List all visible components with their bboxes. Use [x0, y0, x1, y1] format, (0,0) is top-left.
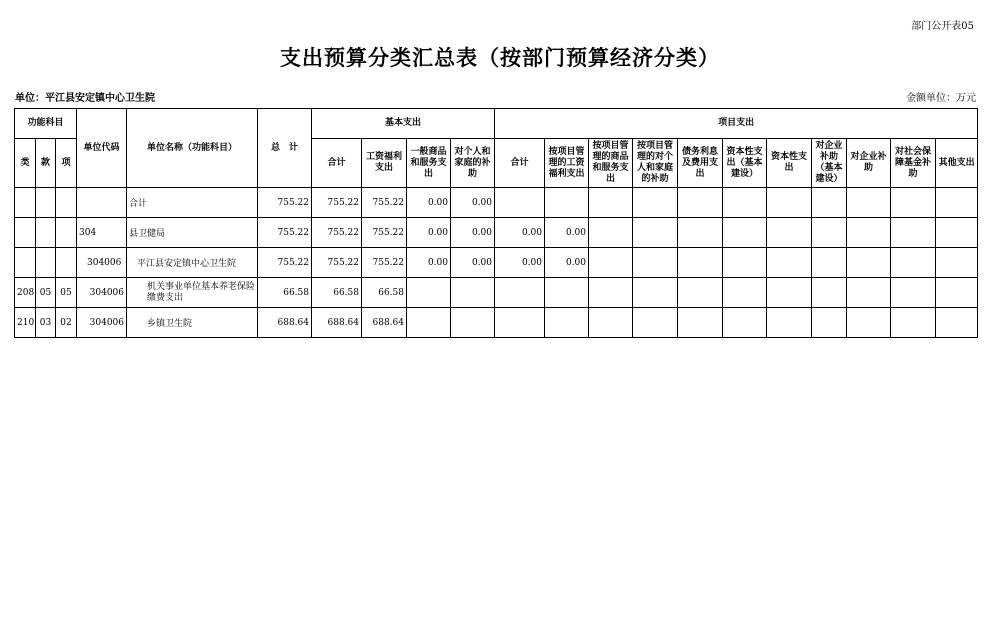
cell-empty — [723, 248, 767, 278]
cell-empty — [678, 278, 723, 308]
cell-basic-total: 755.22 — [312, 188, 362, 218]
cell-project-total — [495, 308, 545, 338]
cell-code: 304006 — [77, 278, 127, 308]
header-kuan: 款 — [36, 139, 56, 188]
cell-empty — [812, 218, 847, 248]
cell-kuan: 03 — [36, 308, 56, 338]
amount-unit: 金额单位：万元 — [906, 93, 976, 104]
header-project-col: 资本性支出 — [767, 139, 812, 188]
header-basic-col: 工资福利支出 — [362, 139, 407, 188]
page-title: 支出预算分类汇总表（按部门预算经济分类） — [280, 45, 720, 70]
cell-empty — [847, 308, 891, 338]
cell-empty — [847, 248, 891, 278]
cell-xiang: 02 — [56, 308, 77, 338]
cell-basic-total: 755.22 — [312, 218, 362, 248]
cell-empty — [678, 248, 723, 278]
cell-xiang — [56, 188, 77, 218]
page-label: 部门公开表05 — [911, 21, 974, 32]
cell-basic-goods: 0.00 — [407, 188, 451, 218]
cell-empty — [589, 188, 633, 218]
cell-empty — [847, 278, 891, 308]
cell-code: 304006 — [77, 248, 127, 278]
cell-project-total — [495, 278, 545, 308]
cell-name: 乡镇卫生院 — [127, 308, 258, 338]
cell-empty — [847, 218, 891, 248]
cell-basic-wage: 66.58 — [362, 278, 407, 308]
cell-basic-personal — [451, 308, 495, 338]
cell-empty — [678, 308, 723, 338]
header-project-col: 其他支出 — [936, 139, 978, 188]
table-row — [15, 278, 978, 308]
cell-empty — [936, 248, 978, 278]
cell-empty — [936, 218, 978, 248]
cell-kuan — [36, 218, 56, 248]
table-row — [15, 308, 978, 338]
cell-basic-total: 66.58 — [312, 278, 362, 308]
cell-basic-personal: 0.00 — [451, 188, 495, 218]
header-project-col: 对企业补助 — [847, 139, 891, 188]
header-total: 总 计 — [258, 109, 312, 188]
cell-empty — [633, 308, 678, 338]
cell-empty — [812, 308, 847, 338]
cell-total: 755.22 — [258, 188, 312, 218]
cell-kuan — [36, 248, 56, 278]
cell-empty — [678, 218, 723, 248]
header-xiang: 项 — [56, 139, 77, 188]
cell-empty — [936, 278, 978, 308]
cell-code — [77, 188, 127, 218]
cell-name: 县卫健局 — [127, 218, 258, 248]
header-unit-code: 单位代码 — [77, 109, 127, 188]
cell-basic-personal — [451, 278, 495, 308]
cell-empty — [936, 188, 978, 218]
cell-total: 66.58 — [258, 278, 312, 308]
cell-empty — [767, 308, 812, 338]
cell-empty — [812, 278, 847, 308]
cell-empty — [812, 248, 847, 278]
cell-basic-goods: 0.00 — [407, 218, 451, 248]
table-row — [15, 188, 978, 218]
cell-basic-wage: 688.64 — [362, 308, 407, 338]
cell-empty — [767, 218, 812, 248]
header-project-col: 按项目管理的对个人和家庭的补助 — [633, 139, 678, 188]
cell-empty — [812, 188, 847, 218]
header-project-col: 对企业补助（基本建设） — [812, 139, 847, 188]
cell-basic-personal: 0.00 — [451, 218, 495, 248]
cell-empty — [767, 188, 812, 218]
cell-empty — [891, 308, 936, 338]
cell-project-wage: 0.00 — [545, 218, 589, 248]
table-row — [15, 218, 978, 248]
cell-empty — [891, 248, 936, 278]
cell-basic-total: 755.22 — [312, 248, 362, 278]
cell-lei: 210 — [15, 308, 36, 338]
cell-kuan: 05 — [36, 278, 56, 308]
cell-empty — [633, 218, 678, 248]
cell-empty — [767, 248, 812, 278]
cell-empty — [633, 278, 678, 308]
header-unit-name: 单位名称（功能科目） — [127, 109, 258, 188]
cell-empty — [723, 308, 767, 338]
cell-xiang: 05 — [56, 278, 77, 308]
cell-empty — [633, 248, 678, 278]
header-project: 项目支出 — [495, 109, 978, 139]
header-lei: 类 — [15, 139, 36, 188]
cell-basic-personal: 0.00 — [451, 248, 495, 278]
cell-basic-wage: 755.22 — [362, 218, 407, 248]
table-row — [15, 248, 978, 278]
cell-project-wage — [545, 308, 589, 338]
header-project-col: 合计 — [495, 139, 545, 188]
cell-project-wage: 0.00 — [545, 248, 589, 278]
cell-empty — [589, 308, 633, 338]
cell-basic-goods: 0.00 — [407, 248, 451, 278]
cell-empty — [589, 218, 633, 248]
cell-lei — [15, 188, 36, 218]
cell-code: 304006 — [77, 308, 127, 338]
cell-total: 688.64 — [258, 308, 312, 338]
cell-empty — [891, 218, 936, 248]
unit-label: 单位：平江县安定镇中心卫生院 — [15, 93, 155, 104]
cell-empty — [891, 188, 936, 218]
cell-total: 755.22 — [258, 218, 312, 248]
budget-table — [14, 108, 978, 338]
cell-empty — [589, 278, 633, 308]
cell-basic-goods — [407, 308, 451, 338]
header-basic-col: 合计 — [312, 139, 362, 188]
cell-empty — [678, 188, 723, 218]
cell-xiang — [56, 248, 77, 278]
cell-empty — [767, 278, 812, 308]
cell-lei — [15, 218, 36, 248]
cell-basic-total: 688.64 — [312, 308, 362, 338]
cell-xiang — [56, 218, 77, 248]
cell-project-total: 0.00 — [495, 248, 545, 278]
cell-project-wage — [545, 278, 589, 308]
cell-name: 合计 — [127, 188, 258, 218]
header-basic: 基本支出 — [312, 109, 495, 139]
header-func-subject: 功能科目 — [15, 109, 77, 139]
cell-project-total — [495, 188, 545, 218]
cell-empty — [847, 188, 891, 218]
header-project-col: 对社会保障基金补助 — [891, 139, 936, 188]
cell-empty — [723, 188, 767, 218]
cell-kuan — [36, 188, 56, 218]
cell-empty — [589, 248, 633, 278]
cell-empty — [723, 278, 767, 308]
cell-empty — [723, 218, 767, 248]
cell-project-total: 0.00 — [495, 218, 545, 248]
header-basic-col: 一般商品和服务支出 — [407, 139, 451, 188]
cell-name: 平江县安定镇中心卫生院 — [127, 248, 258, 278]
cell-project-wage — [545, 188, 589, 218]
cell-empty — [633, 188, 678, 218]
header-basic-col: 对个人和家庭的补助 — [451, 139, 495, 188]
cell-name: 机关事业单位基本养老保险缴费支出 — [127, 278, 258, 308]
cell-lei: 208 — [15, 278, 36, 308]
cell-basic-wage: 755.22 — [362, 188, 407, 218]
cell-basic-wage: 755.22 — [362, 248, 407, 278]
cell-basic-goods — [407, 278, 451, 308]
cell-lei — [15, 248, 36, 278]
cell-empty — [891, 278, 936, 308]
cell-empty — [936, 308, 978, 338]
header-project-col: 债务利息及费用支出 — [678, 139, 723, 188]
header-project-col: 按项目管理的工资福利支出 — [545, 139, 589, 188]
table-body — [15, 188, 978, 338]
header-project-col: 资本性支出（基本建设） — [723, 139, 767, 188]
cell-total: 755.22 — [258, 248, 312, 278]
header-project-col: 按项目管理的商品和服务支出 — [589, 139, 633, 188]
cell-code: 304 — [77, 218, 127, 248]
